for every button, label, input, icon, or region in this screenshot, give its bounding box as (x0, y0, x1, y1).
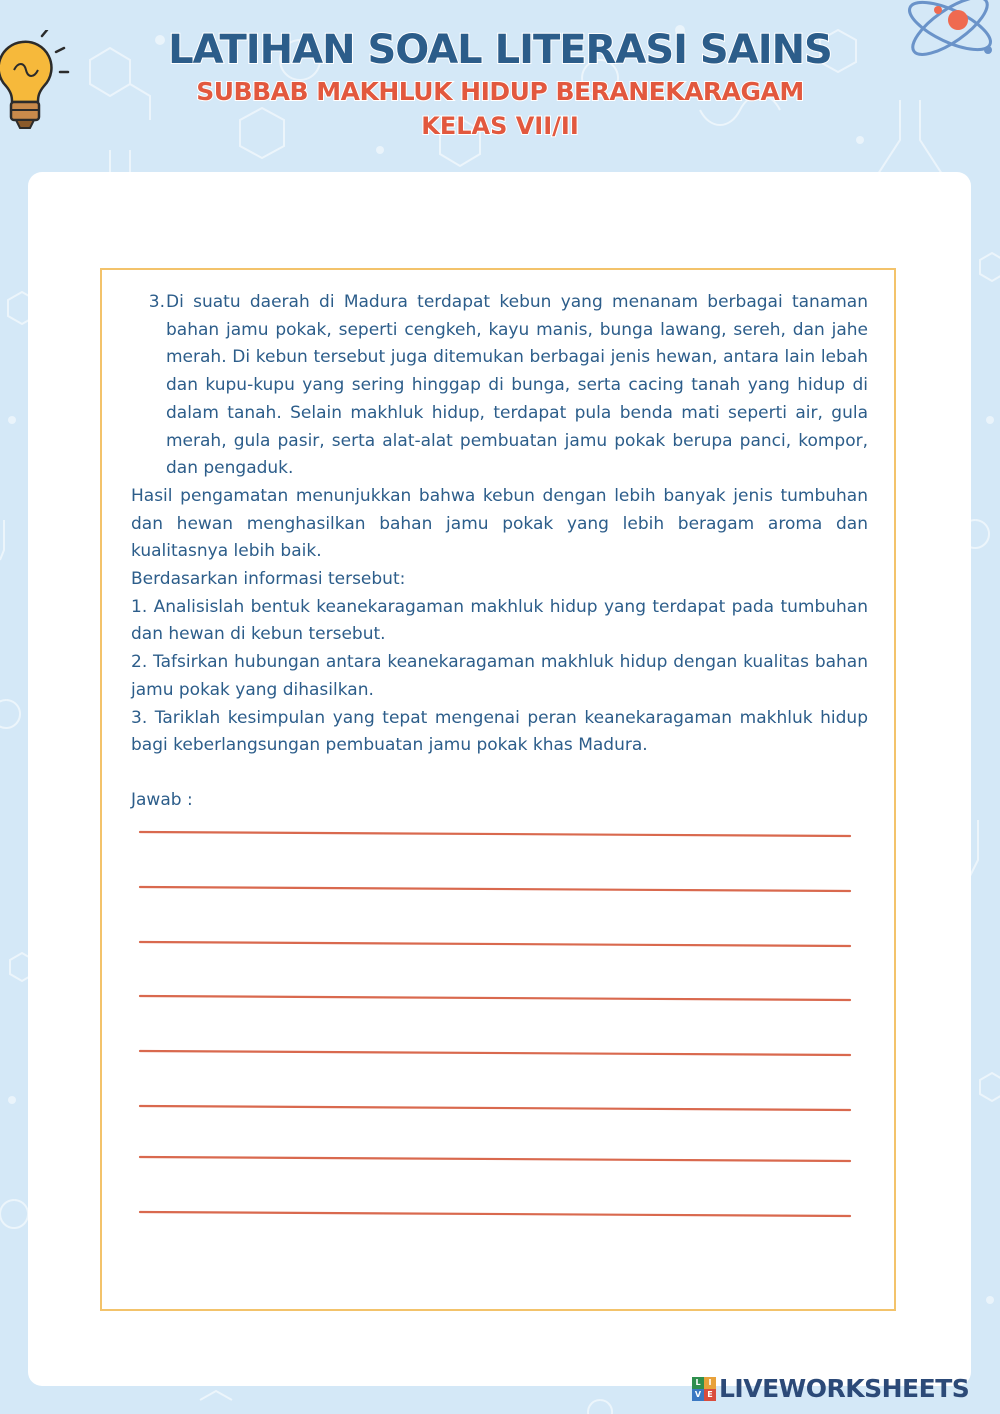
liveworksheets-logo-icon: L I V E (692, 1377, 716, 1401)
task-item-3: 3. Tariklah kesimpulan yang tepat mengenai peran keanekaragaman makhluk hidup bagi keberlangsungan pembuatan jamu pokak khas Madura. (131, 707, 868, 756)
class-label: KELAS VII/II (421, 112, 579, 140)
observation-paragraph: Hasil pengamatan menunjukkan bahwa kebun dengan lebih banyak jenis tumbuhan dan hewan menghasilkan bahan jamu pokak yang lebih beragam aroma dan kualitasnya lebih baik. (131, 485, 868, 562)
question-number: 3. (148, 292, 165, 312)
question-content (131, 289, 868, 760)
worksheet-header (0, 24, 1000, 142)
question-stimulus-block (131, 289, 868, 483)
liveworksheets-logo[interactable] (692, 1374, 969, 1403)
worksheet-title: LATIHAN SOAL LITERASI SAINS (168, 27, 832, 73)
task-intro: Berdasarkan informasi tersebut: (131, 569, 406, 590)
liveworksheets-logo-text: LIVEWORKSHEETS (719, 1374, 970, 1403)
answer-label: Jawab : (131, 790, 193, 810)
worksheet-subtitle: SUBBAB MAKHLUK HIDUP BERANEKARAGAM (196, 77, 804, 106)
task-item-1: 1. Analisislah bentuk keanekaragaman makhluk hidup yang terdapat pada tumbuhan dan hewan di kebun tersebut. (131, 596, 868, 645)
task-item-2: 2. Tafsirkan hubungan antara keanekaragaman makhluk hidup dengan kualitas bahan jamu pokak yang dihasilkan. (131, 652, 868, 700)
question-stimulus: Di suatu daerah di Madura terdapat kebun yang menanam berbagai tanaman bahan jamu pokak, seperti cengkeh, kayu manis, bunga lawang, sereh, dan jahe merah. Di kebun tersebut juga ditemukan berbagai jenis hewan, antara lain lebah dan kupu-kupu yang sering hinggap di bunga, serta cacing tanah yang hidup di dalam tanah. Selain makhluk hidup, terdapat pula benda mati seperti air, gula merah, gula pasir, serta alat-alat pembuatan jamu pokak berupa panci, kompor, dan pengaduk. (166, 292, 868, 479)
